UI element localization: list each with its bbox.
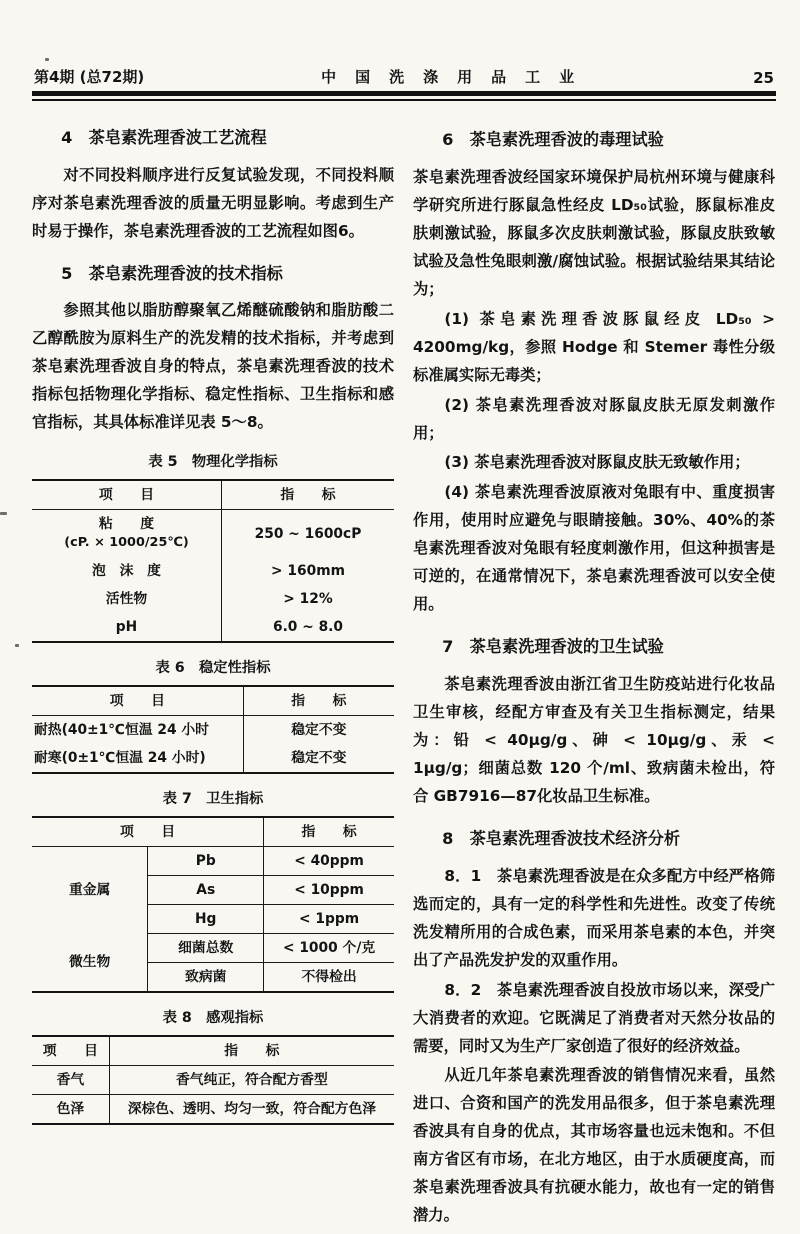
pb-item: Pb [148, 847, 264, 876]
fragrance-item: 香气 [32, 1066, 109, 1095]
as-value: < 10ppm [264, 876, 394, 905]
table-5-header-value: 指 标 [222, 480, 395, 510]
ph-value: 6.0 ~ 8.0 [272, 618, 344, 635]
table-7-hygiene [32, 816, 394, 993]
table-6-stability [32, 685, 394, 774]
section-7-paragraph: 茶皂素洗理香波由浙江省卫生防疫站进行化妆品卫生审核，经配方审查及有关卫生指标测定，结果为：铅 < 40μg/g、砷 < 10μg/g、汞 < 1μg/g；细菌总数 120 个/ml、致病菌未检出，符合 GB7916—87化妆品卫生标准。 [413, 675, 775, 805]
table-5-header-item: 项 目 [32, 480, 222, 510]
running-head [32, 66, 776, 87]
scan-speck [45, 58, 49, 61]
color-value: 深棕色、透明、均匀一致，符合配方色泽 [127, 1101, 377, 1118]
table-row [32, 1066, 394, 1095]
table-8-header-value: 指 标 [109, 1036, 394, 1066]
section-7-heading: 7 茶皂素洗理香波的卫生试验 [442, 637, 664, 657]
fragrance-value: 香气纯正，符合配方香型 [109, 1066, 394, 1095]
table-7-caption: 表 7 卫生指标 [162, 791, 264, 808]
section-5-heading: 5 茶皂素洗理香波的技术指标 [61, 263, 283, 283]
conclusion-item-4: (4) 茶皂素洗理香波原液对兔眼有中、重度损害作用，使用时应避免与眼睛接触。30%、40%的茶皂素洗理香波对兔眼有轻度刺激作用，但这种损害是可逆的，在通常情况下，茶皂素洗理香波可以安全使用。 [413, 483, 775, 614]
table-row [32, 934, 394, 963]
table-6-header-value: 指 标 [243, 686, 394, 716]
pathogen-value: 不得检出 [301, 969, 357, 986]
journal-title: 中 国 洗 涤 用 品 工 业 [321, 68, 577, 86]
viscosity-item: 粘 度 [98, 516, 155, 533]
table-row [32, 744, 394, 773]
hg-item: Hg [148, 905, 264, 934]
section-8-heading: 8 茶皂素洗理香波技术经济分析 [442, 828, 681, 848]
right-column [413, 123, 775, 1232]
microbe-group: 微生物 [32, 934, 148, 993]
table-row [32, 847, 394, 876]
color-item: 色泽 [32, 1095, 109, 1125]
section-8-2-paragraph: 8．2 茶皂素洗理香波自投放市场以来，深受广大消费者的欢迎。它既满足了消费者对天然分妆品的需要，同时又为生产厂家创造了很好的经济效益。 [413, 980, 775, 1055]
left-column [32, 123, 394, 1232]
issue-label: 第4期 (总72期) [34, 68, 145, 86]
two-column-body [32, 123, 776, 1232]
scan-speck [0, 512, 7, 515]
section-6-paragraph: 茶皂素洗理香波经国家环境保护局杭州环境与健康科学研究所进行豚鼠急性经皮 LD₅₀试验，豚鼠标准皮肤刺激试验，豚鼠多次皮肤刺激试验，豚鼠皮肤致敏试验及急性兔眼刺激/腐蚀试验。根据试验结果其结论为； [413, 167, 775, 298]
section-8-3-paragraph: 从近几年茶皂素洗理香波的销售情况来看，虽然进口、合资和国产的洗发用品很多，但于茶皂素洗理香波具有自身的优点，其市场容量也远未饱和。不但南方省区有市场，在北方地区，由于水质硬度高，而茶皂素洗理香波具有抗硬水能力，故也有一定的销售潜力。 [413, 1066, 775, 1225]
table-row [32, 557, 394, 585]
conclusion-item-2: (2) 茶皂素洗理香波对豚鼠皮肤无原发刺激作用； [413, 395, 775, 442]
bacteria-item: 细菌总数 [148, 934, 264, 963]
conclusion-item-3: (3) 茶皂素洗理香波对豚鼠皮肤无致敏作用； [444, 453, 750, 472]
header-rule [32, 91, 776, 101]
section-6-heading: 6 茶皂素洗理香波的毒理试验 [442, 130, 664, 149]
table-7-header-value: 指 标 [264, 817, 394, 847]
section-8-1-paragraph: 8．1 茶皂素洗理香波是在众多配方中经严格筛选而定的，具有一定的科学性和先进性。改变了传统洗发精所用的合成色素，而采用茶皂素的本色，并突出了产品洗发护发的双重作用。 [413, 866, 775, 969]
cold-value: 稳定不变 [291, 750, 347, 767]
pb-value: < 40ppm [264, 847, 394, 876]
section-4-paragraph: 对不同投料顺序进行反复试验发现，不同投料顺序对茶皂素洗理香波的质量无明显影响。考虑到生产时易于操作，茶皂素洗理香波的工艺流程如图6。 [32, 165, 394, 240]
section-4-heading: 4 茶皂素洗理香波工艺流程 [61, 128, 267, 147]
foam-value: > 160mm [271, 562, 345, 579]
foam-item: 泡 沫 度 [32, 557, 222, 585]
table-row [32, 613, 394, 642]
active-value: > 12% [283, 590, 333, 607]
active-item: 活性物 [32, 585, 222, 613]
table-row [32, 510, 394, 557]
heavy-metal-group: 重金属 [32, 847, 148, 934]
page-content [32, 66, 776, 1232]
table-8-sensory [32, 1035, 394, 1125]
viscosity-value: 250 ~ 1600cP [254, 525, 362, 542]
heat-item: 耐热(40±1℃恒温 24 小时 [32, 716, 243, 745]
bacteria-value: < 1000 个/克 [264, 934, 394, 963]
section-5-paragraph: 参照其他以脂肪醇聚氧乙烯醚硫酸钠和脂肪酸二乙醇酰胺为原料生产的洗发精的技术指标，并考虑到茶皂素洗理香波自身的特点，茶皂素洗理香波的技术指标包括物理化学指标、稳定性指标、卫生指标和感官指标，其具体标准详见表 5～8。 [32, 301, 394, 432]
table-8-header-item: 项 目 [32, 1036, 109, 1066]
table-6-caption: 表 6 稳定性指标 [155, 659, 271, 676]
hg-value: < 1ppm [264, 905, 394, 934]
ph-item: pH [32, 613, 222, 642]
pathogen-item: 致病菌 [148, 963, 264, 993]
cold-item: 耐寒(0±1℃恒温 24 小时) [32, 744, 243, 773]
scan-speck [15, 644, 19, 647]
table-8-caption: 表 8 感观指标 [162, 1010, 264, 1027]
table-7-header-item: 项 目 [32, 817, 264, 847]
table-5-physicochemical [32, 479, 394, 643]
heat-value: 稳定不变 [291, 722, 347, 739]
conclusion-item-1: (1) 茶皂素洗理香波豚鼠经皮 LD₅₀ > 4200mg/kg，参照 Hodge 和 Stemer 毒性分级标准属实际无毒类； [413, 309, 775, 384]
table-row [32, 585, 394, 613]
viscosity-unit: (cP. × 1000/25℃) [64, 535, 189, 551]
as-item: As [148, 876, 264, 905]
table-5-caption: 表 5 物理化学指标 [148, 454, 278, 471]
page-number: 25 [753, 69, 774, 87]
table-row [32, 716, 394, 745]
table-row [32, 1095, 394, 1125]
table-6-header-item: 项 目 [32, 686, 243, 716]
